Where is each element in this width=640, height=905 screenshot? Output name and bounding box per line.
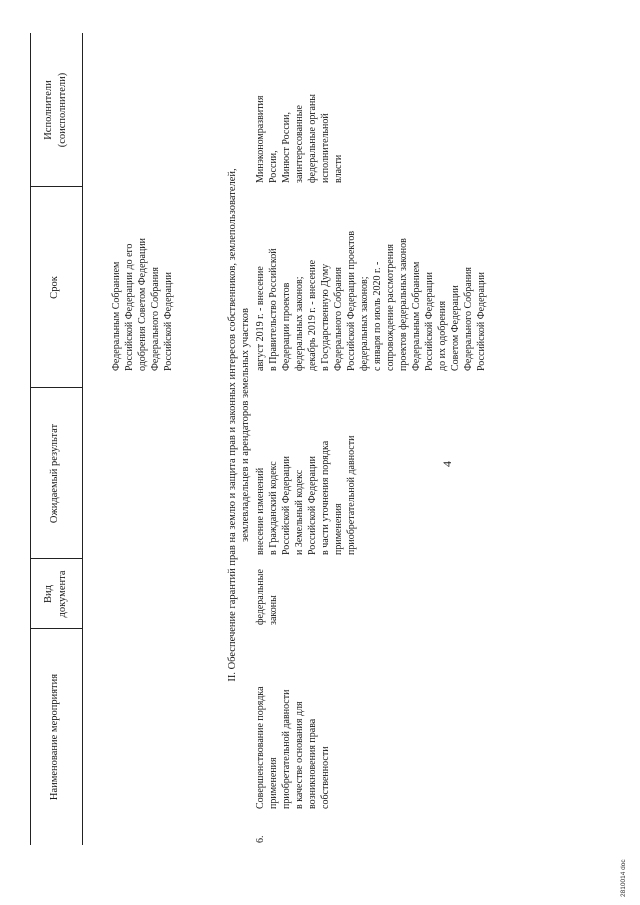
header-name: Наименование мероприятия: [49, 673, 60, 801]
row-doc-type: федеральные законы: [255, 569, 279, 625]
section-heading: II. Обеспечение гарантий прав на землю и защита прав и законных интересов собственников, землепользователей, землевладельцев и арендаторов земельных участков: [227, 168, 251, 682]
header-bottom-border: [82, 33, 83, 845]
row-name: Совершенствование порядка применения приобретательной давности в качестве основания для возникновения права собственности: [255, 686, 331, 809]
header-deadline: Срок: [49, 276, 60, 299]
header-doc-type: Вид документа: [43, 570, 68, 618]
header-executors: Исполнители (соисполнители): [43, 72, 68, 148]
continued-deadline-text: Федеральным Собранием Российской Федерации до его одобрения Советом Федерации Федерального Собрания Российской Федерации: [111, 237, 174, 371]
table-top-border: [30, 33, 31, 845]
row-number: 6.: [255, 835, 266, 843]
footer-code: 2810014 doc: [620, 859, 627, 897]
row-deadline: август 2019 г. - внесение в Правительство Российской Федерации проектов федеральных законов; декабрь 2019 г. - внесение в Государственную Думу Федерального Собрания Российской Федерации проектов федеральных законов; с января по июль 2020 г. - сопровождение рассмотрения проектов федеральных законов Федеральным Собранием Российской Федерации до их одобрения Советом Федерации Федерального Собрания Российской Федерации: [255, 230, 487, 371]
page-number: 4: [440, 461, 454, 467]
row-executors: Минэкономразвития России, Минюст России, заинтересованные федеральные органы исполнительной власти: [255, 93, 344, 183]
header-result: Ожидаемый результат: [49, 423, 60, 524]
row-result: внесение изменений в Гражданский кодекс Российской Федерации и Земельный кодекс Российской Федерации в части уточнения порядка применения приобретательной давности: [255, 435, 357, 555]
